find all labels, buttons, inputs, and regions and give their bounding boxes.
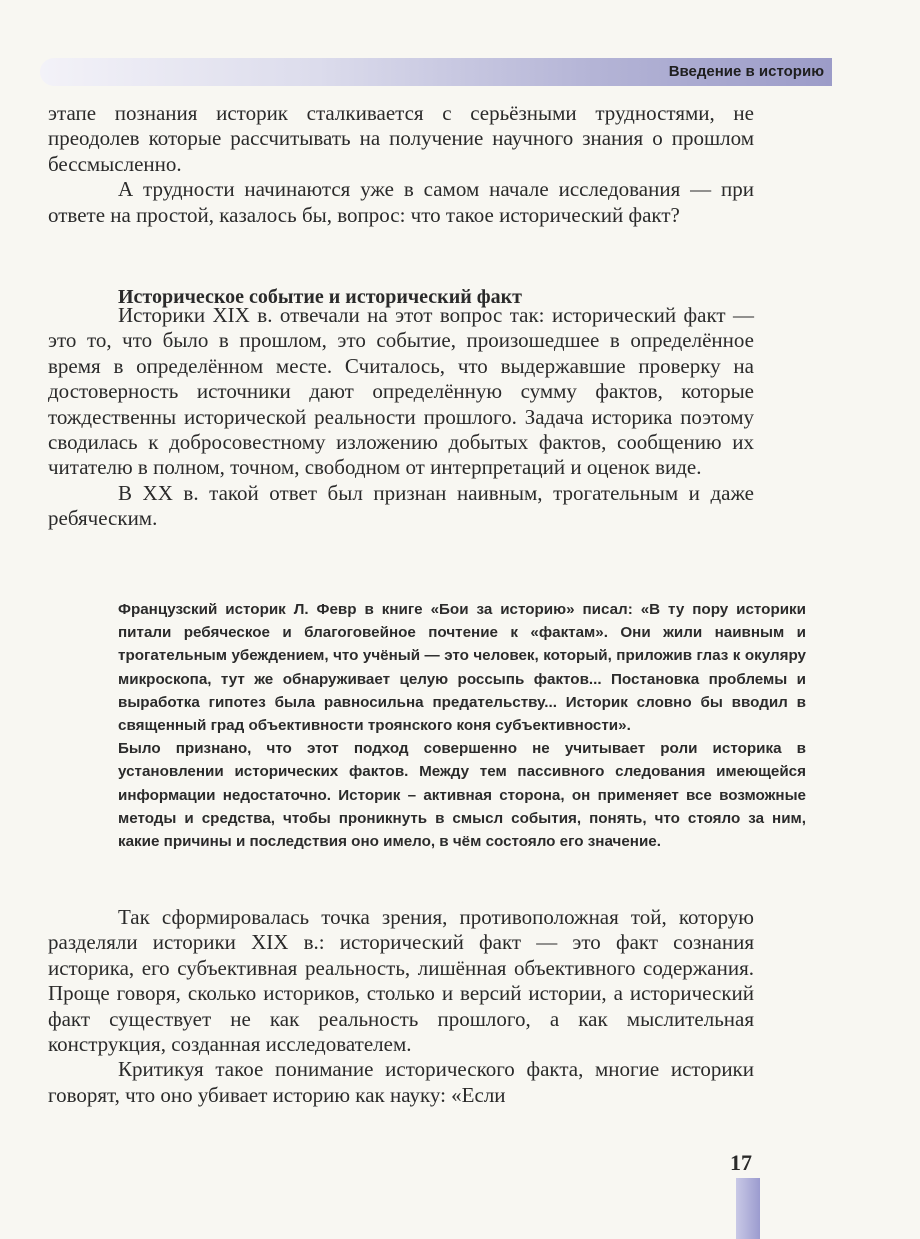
closing-paragraph-1: Так сформировалась точка зрения, противоположная той, которую разделяли историки XIX в.: исторический факт — это факт сознания историка, его субъективная реальность, лишённая объективного содержания. Проще говоря, сколько историков, столько и версий истории, а исторический факт существует не как реальность прошлого, а как мыслительная конструкция, созданная исследователем. [48,905,754,1057]
intro-text [48,101,754,228]
page-number: 17 [730,1150,752,1175]
intro-paragraph-1: этапе познания историк сталкивается с серьёзными трудностями, не преодолев которые рассчитывать на получение научного знания о прошлом бессмысленно. [48,101,754,176]
page-corner-bar [736,1178,760,1239]
running-header: Введение в историю [668,63,824,80]
quote-paragraph-1: Французский историк Л. Февр в книге «Бои за историю» писал: «В ту пору историки питали ребяческое и благоговейное почтение к «фактам». Они жили наивным и трогательным убеждением, что учёный — это человек, который, приложив глаз к окуляру микроскопа, тут же обнаруживает целую россыпь фактов... Постановка проблемы и выработка гипотез была равносильна предательству... Историк словно бы вводил в священный град объективности троянского коня субъективности». [118,601,806,735]
section-heading: Историческое событие и исторический факт [118,286,522,308]
closing-text [48,905,754,1108]
section-paragraph-2: В XX в. такой ответ был признан наивным, трогательным и даже ребяческим. [48,480,754,531]
section-paragraph-1: Историки XIX в. отвечали на этот вопрос так: исторический факт — это то, что было в прошлом, это событие, произошедшее в определённое время в определённом месте. Считалось, что выдержавшие проверку на достоверность источники дают определённую сумму фактов, которые тождественны исторической реальности прошлого. Задача историка поэтому сводилась к добросовестному изложению добытых фактов, сообщению их читателю в полном, точном, свободном от интерпретаций и оценок виде. [48,303,754,480]
quote-block [118,598,806,853]
quote-paragraph-2: Было признано, что этот подход совершенно не учитывает роли историка в установлении исторических фактов. Между тем пассивного следования имеющейся информации недостаточно. Историк – активная сторона, он применяет все возможные методы и средства, чтобы проникнуть в смысл события, понять, что стояло за ним, какие причины и последствия оно имело, в чём состояло его значение. [118,740,806,851]
closing-paragraph-2: Критикуя такое понимание исторического факта, многие историки говорят, что оно убивает историю как науку: «Если [48,1057,754,1107]
intro-paragraph-2: А трудности начинаются уже в самом начале исследования — при ответе на простой, казалось бы, вопрос: что такое исторический факт? [48,177,754,227]
section-text [48,303,754,532]
